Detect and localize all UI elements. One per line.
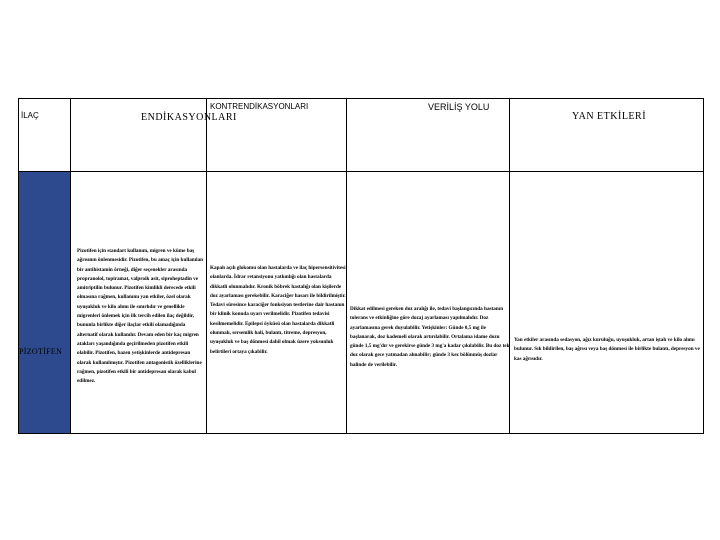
drug-table: [18, 98, 704, 434]
header-contraindications: KONTRENDİKASYONLARI: [210, 102, 309, 111]
header-indications: ENDİKASYONLARI: [141, 112, 237, 123]
header-cell-side-effects: [510, 99, 704, 172]
header-cell-indications: [71, 99, 237, 172]
header-row: [19, 99, 704, 172]
drug-cell: [19, 172, 71, 434]
contraindications-cell: [207, 172, 347, 434]
table-row: [19, 172, 704, 434]
header-cell-dose: [347, 99, 510, 172]
side-effects-text: Yan etkiler arasında sedasyon, ağız kuruluğu, uyuşukluk, artan iştah ve kilo alımı bulunur. Sık bildirilen, baş ağrısı veya baş dönmesi ile birlikte bulantı, depresyon ve kas ağrısıdır.: [514, 337, 700, 362]
dose-text: Dikkat edilmesi gereken doz aralığı ile, tedavi başlangıcında hastanın tolerans ve etkinliğine göre dozaj ayarlaması yapılmalıdır. Doz ayarlamasına gerek duyulabilir. Yetişkinler: Günde 0,5 mg ile başlanarak, doz kademeli olarak artırılabilir. Ortalama idame dozu günde 1,5 mg'dır ve gerekirse günde 3 mg'a kadar çıkılabilir. Bu doz tek doz olarak gece yatmadan alınabilir; günde 3 kez bölünmüş dozlar halinde de verilebilir.: [350, 306, 510, 368]
side-effects-cell: [510, 172, 704, 434]
header-drug: İLAÇ: [21, 111, 39, 120]
indications-text: Pizotifen için standart kullanım, migren ve küme baş ağrısının önlenmesidir. Pizotifen, bu amaç için kullanılan bir antihistamin örneği, diğer seçenekler arasında propranolol, topiramat, valproik asit, siproheptadin ve amitriptilin bulunur. Pizotifen kimlikli derecede etkili olmasına rağmen, kullanımı yan etkiler, özel olarak uyuşukluk ve kilo alımı ile sınırlıdır ve genellikle migrenleri önlemek için ilk tercih edilen ilaç değildir, bununla birlikte diğer ilaçlar etkili olamadığında alternatif olarak kullanılır. Devam eden bir kaç migren atakları yaşandığında geçirilmeden pizotifen etkili olabilir. Pizotifen, bazen yetişkinlerde antidepresan olarak kullanılmıştır. Pizotifen antagonistik özelliklerine rağmen, pizotifen etkili bir antidepresan olarak kabul edilmez.: [77, 248, 204, 385]
header-side-effects: YAN ETKİLERİ: [572, 111, 647, 122]
header-cell-contraindications: [207, 99, 347, 172]
drug-name: PİZOTİFEN: [19, 347, 63, 356]
dose-cell: [347, 172, 510, 434]
indications-cell: [71, 172, 207, 434]
header-dose: VERİLİŞ YOLU: [428, 102, 490, 112]
header-cell-drug: [19, 99, 71, 172]
contraindications-text: Kapalı açılı glokomu olan hastalarda ve ilaç hipersensitivitesi olanlarda. İdrar retansiyonu yatkınlığı olan hastalarda dikkatli olunmalıdır. Kronik böbrek hastalığı olan kişilerde doz ayarlaması gerekebilir. Karaciğer hasarı ile bildirilmiştir. Tedavi süresince karaciğer fonksiyon testlerine dair hastanın bir klinik konuda uyarı verilmelidir. Pizotifen tedavisi kesilmemelidir. Epilepsi öyküsü olan hastalarda dikkatli olunmalı, sersemlik hali, bulantı, titreme, depresyon, uyuşukluk ve baş dönmesi dahil olmak üzere yoksunluk belirtileri ortaya çıkabilir.: [210, 265, 346, 355]
